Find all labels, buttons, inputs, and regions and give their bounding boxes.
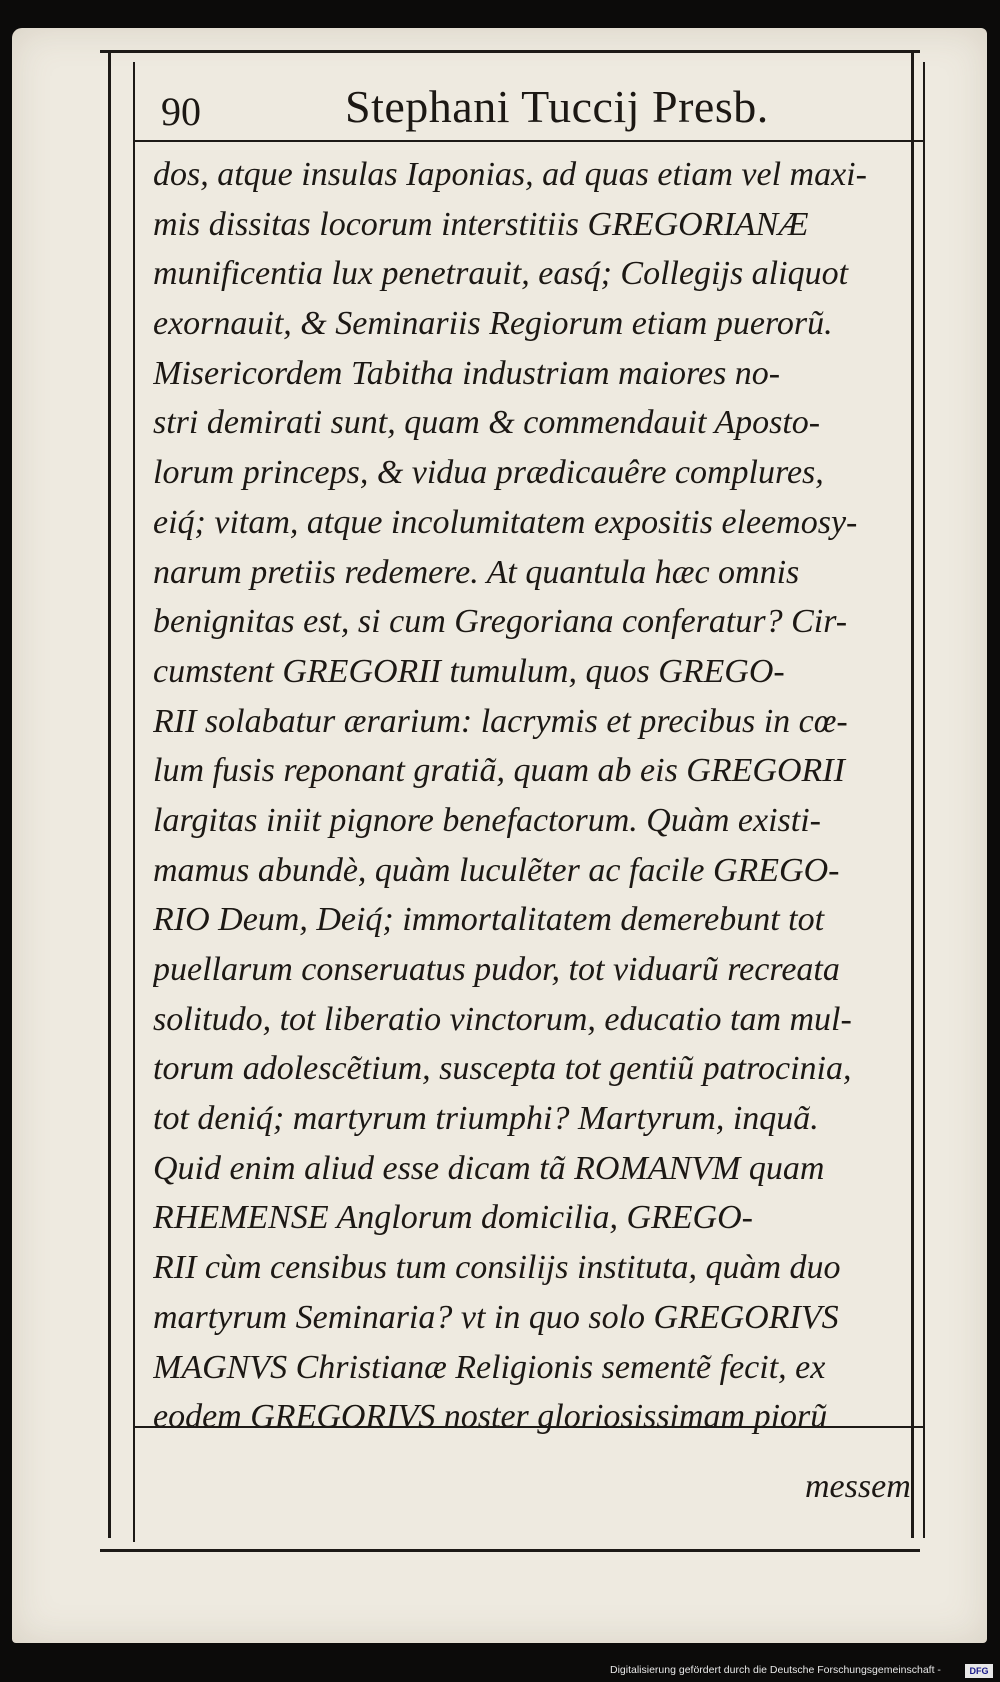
page-header <box>135 78 923 138</box>
text-line: mamus abundè, quàm luculẽter ac facile GREGO- <box>153 851 840 889</box>
running-head: Stephani Tuccij Presb. <box>345 81 769 132</box>
text-line: RII cùm censibus tum consilijs instituta, quàm duo <box>153 1249 841 1287</box>
text-line: martyrum Seminaria? vt in quo solo GREGORIVS <box>153 1298 839 1336</box>
text-line: mis dissitas locorum interstitiis GREGORIANÆ <box>153 205 809 243</box>
text-line: Misericordem Tabitha industriam maiores no- <box>153 354 781 392</box>
text-line: puellarum conseruatus pudor, tot viduarũ recreata <box>153 951 840 988</box>
dfg-logo: DFG <box>965 1664 993 1678</box>
text-line: torum adolescẽtium, suscepta tot gentiũ patrocinia, <box>153 1050 852 1088</box>
inner-right-rule <box>923 62 925 1538</box>
text-line: munificentia lux penetrauit, easq́; Collegijs aliquot <box>153 255 849 293</box>
page-number: 90 <box>161 89 201 134</box>
text-line: tot deniq́; martyrum triumphi? Martyrum, inquã. <box>153 1100 819 1138</box>
inner-left-rule <box>133 62 135 1542</box>
text-line: RII solabatur ærarium: lacrymis et precibus in cœ- <box>153 702 848 740</box>
text-line: benignitas est, si cum Gregoriana conferatur? Cir- <box>153 603 848 641</box>
text-line: narum pretiis redemere. At quantula hæc omnis <box>153 553 800 591</box>
text-line: stri demirati sunt, quam & commendauit Aposto- <box>153 404 821 442</box>
digitization-credit: Digitalisierung gefördert durch die Deutsche Forschungsgemeinschaft - <box>610 1664 941 1676</box>
text-line: cumstent GREGORII tumulum, quos GREGO- <box>153 652 785 690</box>
text-line: exornauit, & Seminariis Regiorum etiam puerorũ. <box>153 305 833 343</box>
text-line: Quid enim aliud esse dicam tã ROMANVM quam <box>153 1149 825 1187</box>
text-line: RIO Deum, Deiq́; immortalitatem demerebunt tot <box>153 901 825 939</box>
text-line: largitas iniit pignore benefactorum. Quàm existi- <box>153 801 821 839</box>
text-line: eodem GREGORIVS noster gloriosissimam piorũ <box>153 1398 828 1436</box>
text-bottom-rule <box>135 1426 923 1428</box>
text-line: lum fusis reponant gratiã, quam ab eis GREGORII <box>153 752 845 790</box>
frame-bottom-rule <box>100 1549 920 1552</box>
text-line: dos, atque insulas Iaponias, ad quas etiam vel maxi- <box>153 156 867 193</box>
header-rule <box>135 140 923 142</box>
body-text <box>153 150 923 1442</box>
text-line: lorum princeps, & vidua prædicauêre complures, <box>153 454 824 492</box>
text-line: RHEMENSE Anglorum domicilia, GREGO- <box>153 1199 753 1237</box>
text-line: eiq́; vitam, atque incolumitatem expositis eleemosy- <box>153 503 858 541</box>
text-line: MAGNVS Christianæ Religionis sementẽ fecit, ex <box>153 1348 826 1386</box>
catchword: messem <box>805 1468 911 1505</box>
text-line: solitudo, tot liberatio vinctorum, educatio tam mul- <box>153 1000 852 1038</box>
